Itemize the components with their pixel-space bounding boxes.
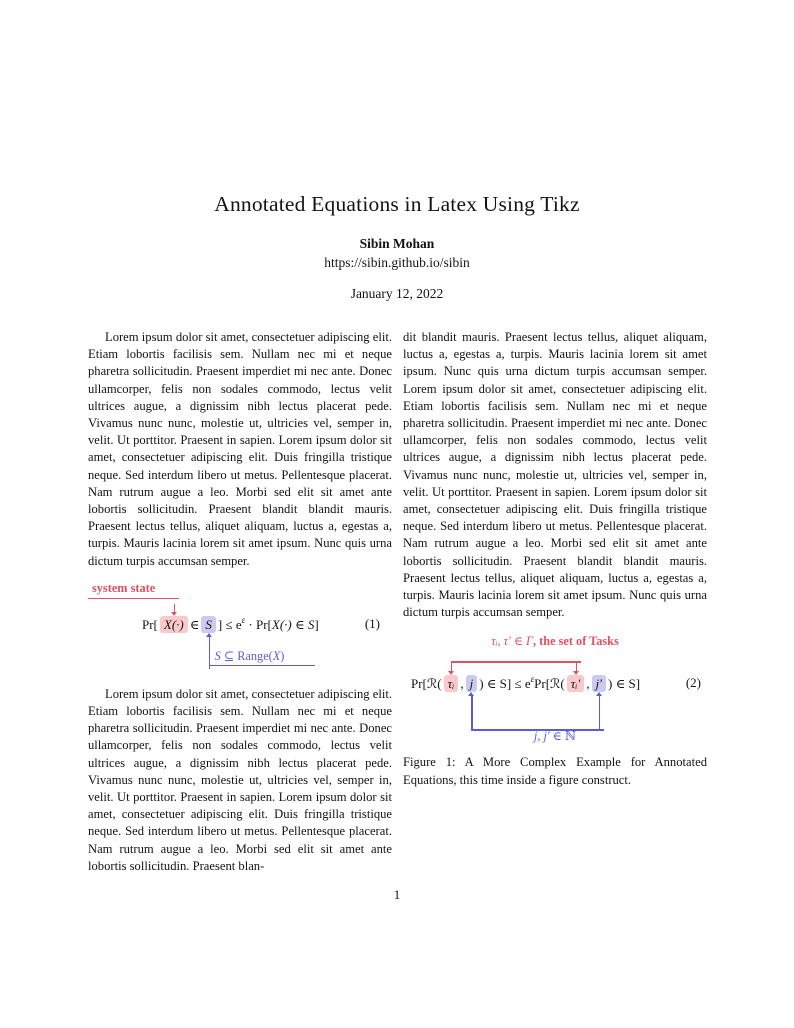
blue-arrow-up-icon: [596, 692, 602, 696]
blue-arrow-up-icon: [206, 633, 212, 637]
annotated-equation-1: [88, 578, 392, 682]
author-name: Sibin Mohan: [359, 236, 435, 251]
highlight-index-1: [466, 675, 478, 692]
highlight-system-state: [160, 616, 188, 633]
equation-2: [411, 671, 640, 692]
eq2-j2: j′: [595, 676, 603, 692]
blue-label-math: j, j′: [533, 729, 550, 744]
blue-label-rest: ∈ ℕ: [549, 729, 577, 744]
right-column: [403, 329, 707, 875]
red-label-text: , the set of Tasks: [533, 634, 619, 649]
eq1-dot: · Pr[: [245, 616, 272, 632]
blue-label-arg: X: [272, 648, 281, 663]
red-connector-line: [174, 604, 175, 612]
eq2-tau2: τᵢ′: [570, 676, 581, 692]
body-paragraph: Lorem ipsum dolor sit amet, consectetuer adipiscing elit. Etiam lobortis facilisis sem. Nullam nec mi et neque pharetra sollicitudin. Praesent imperdiet mi nec ante. Donec ullamcorper, felis non sodales commodo, lectus velit ultrices augue, a dignissim nibh lectus placerat pede. Vivamus nunc nunc, molestie ut, ultricies vel, semper in, velit. Ut porttitor. Praesent in sapien. Lorem ipsum dolor sit amet, consectetuer adipiscing elit. Duis fringilla tristique neque. Sed interdum libero ut metus. Pellentesque placerat. Nam rutrum augue a leo. Morbi sed elit sit amet ante lobortis sollicitudin. Praesent blandit blandit mauris. Praesent lectus tellus, aliquet aliquam, luctus a, egestas a, turpis. Mauris lacinia lorem sit amet ipsum. Nunc quis urna dictum turpis accumsan semper.: [88, 330, 392, 568]
red-connector-horizontal: [451, 661, 581, 662]
eq1-arg: X(·): [163, 616, 184, 632]
doc-date: January 12, 2022: [350, 286, 444, 301]
eq2-mid: ) ∈ S] ≤ e: [479, 676, 531, 692]
red-arrow-down-icon: [448, 671, 454, 675]
blue-connector-line: [599, 696, 600, 730]
eq2-pre: Pr[ℛ(: [411, 676, 442, 692]
equation2-blue-annotation: [403, 728, 707, 745]
red-label-math: τᵢ, τ′ ∈ Γ: [491, 634, 534, 649]
body-paragraph: dit blandit mauris. Praesent lectus tellus, aliquet aliquam, luctus a, egestas a, turpis. Mauris lacinia lorem sit amet ipsum. Nunc quis urna dictum turpis accumsan semper. Lorem ipsum dolor sit amet, consectetuer adipiscing elit. Etiam lobortis facilisis sem. Nullam nec mi et neque pharetra sollicitudin. Praesent imperdiet mi nec ante. Donec ullamcorper, felis non sodales commodo, lectus velit ultrices augue, a dignissim nibh lectus placerat pede. Vivamus nunc nunc, molestie ut, ultricies vel, semper in, velit. Ut porttitor. Praesent in sapien. Lorem ipsum dolor sit amet, consectetuer adipiscing elit. Duis fringilla tristique neque. Sed interdum libero ut metus. Pellentesque placerat. Nam rutrum augue a leo. Morbi sed elit sit amet ante lobortis sollicitudin. Praesent blandit blandit mauris. Praesent lectus tellus, aliquet aliquam, luctus a, egestas a, turpis. Mauris lacinia lorem sit amet ipsum. Nunc quis urna dictum turpis accumsan semper.: [403, 330, 707, 620]
page-title: Annotated Equations in Latex Using Tikz: [214, 192, 580, 216]
blue-label-set: S: [214, 648, 221, 663]
blue-connector-line: [471, 696, 472, 730]
eq1-close: ]: [314, 616, 319, 632]
eq2-tau1: τᵢ: [447, 676, 455, 692]
blue-label-close: ): [280, 648, 285, 663]
left-column: [88, 329, 392, 875]
eq2-mid2: Pr[ℛ(: [534, 676, 565, 692]
highlight-task-2: [567, 675, 585, 692]
eq1-in: ∈: [189, 616, 200, 632]
eq2-comma2: ,: [586, 676, 590, 692]
figure-caption: Figure 1: A More Complex Example for Annotated Equations, this time inside a figure construct.: [403, 755, 707, 787]
body-paragraph: Lorem ipsum dolor sit amet, consectetuer adipiscing elit. Etiam lobortis facilisis sem. Nullam nec mi et neque pharetra sollicitudin. Praesent imperdiet mi nec ante. Donec ullamcorper, felis non sodales commodo, lectus velit ultrices augue, a dignissim nibh lectus placerat pede. Vivamus nunc nunc, molestie ut, ultricies vel, semper in, velit. Ut porttitor. Praesent in sapien. Lorem ipsum dolor sit amet, consectetuer adipiscing elit. Duis fringilla tristique neque. Sed interdum libero ut metus. Pellentesque placerat. Nam rutrum augue a leo. Morbi sed elit sit amet ante lobortis sollicitudin. Praesent blan-: [88, 686, 392, 873]
eq2-j1: j: [469, 676, 474, 692]
equation-1-number: (1): [364, 615, 380, 631]
eq1-set: S: [205, 616, 212, 632]
equation2-red-annotation: [403, 633, 707, 650]
equation-1: [142, 612, 319, 663]
author-url: https://sibin.github.io/sibin: [324, 255, 470, 270]
highlight-task-1: [444, 675, 459, 692]
red-arrow-down-icon: [171, 612, 177, 616]
two-column-body: [0, 329, 794, 875]
page-number: 1: [393, 887, 401, 902]
red-annotation-label: system state: [92, 580, 156, 595]
red-connector-line: [576, 663, 577, 671]
blue-label-mid: ⊆ Range(: [220, 648, 273, 663]
equation-2-number: (2): [685, 675, 701, 691]
title-block: [0, 0, 794, 302]
eq1-exponent: ε: [241, 614, 246, 625]
equation1-blue-annotation: [209, 649, 315, 666]
red-arrow-down-icon: [573, 671, 579, 675]
eq2-exponent: ε: [530, 674, 535, 685]
highlight-index-2: [592, 675, 606, 692]
eq2-tail: ) ∈ S]: [608, 676, 641, 692]
eq1-mid: ] ≤ e: [217, 616, 242, 632]
annotated-equation-2-figure: [403, 633, 707, 747]
blue-arrow-up-icon: [468, 692, 474, 696]
eq1-pre: Pr[: [142, 616, 158, 632]
equation1-red-annotation: [88, 580, 179, 599]
eq1-arg2: X(·) ∈ S: [271, 616, 315, 632]
red-connector-line: [451, 663, 452, 671]
eq2-comma1: ,: [460, 676, 464, 692]
